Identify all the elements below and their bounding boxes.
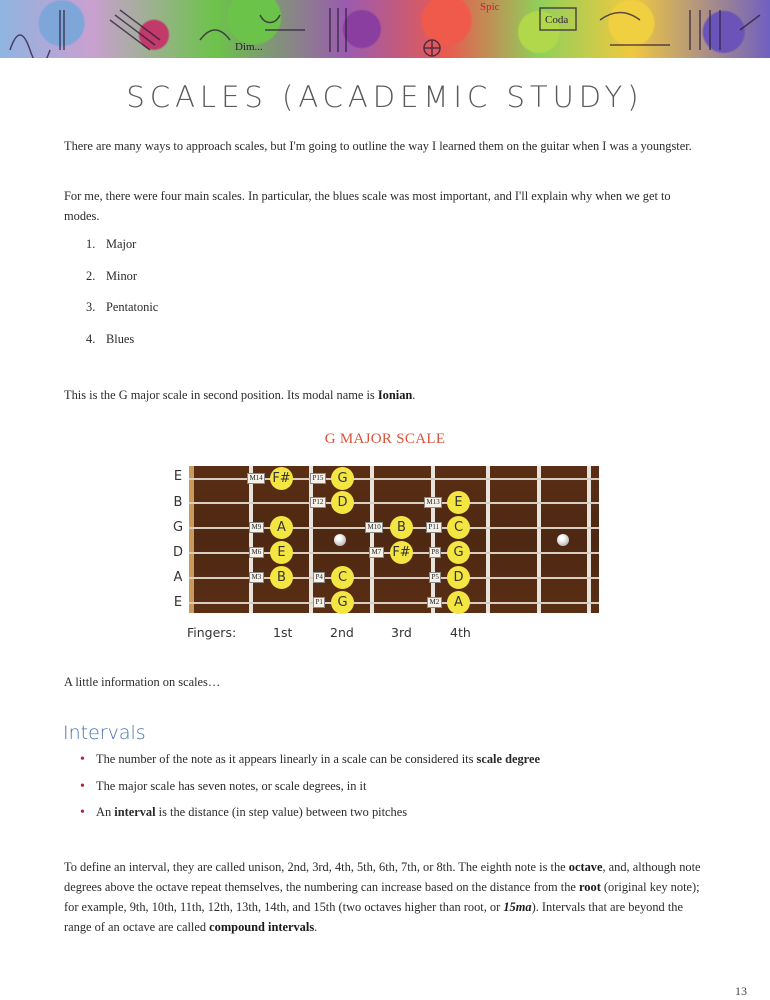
interval-bold: interval [114, 805, 156, 819]
note-marker: G [331, 467, 354, 490]
list-item [80, 749, 540, 776]
bullet-icon: • [80, 778, 85, 794]
list-label: Minor [106, 268, 137, 283]
note-marker: B [390, 516, 413, 539]
list-item [80, 802, 540, 829]
list-number: 4. [86, 332, 96, 347]
list-label: Blues [106, 332, 135, 347]
intervals-bullets [80, 749, 540, 829]
bullet-text-part: is the distance (in step value) between two pitches [155, 805, 408, 819]
intervals-paragraph [64, 857, 709, 937]
page-title: SCALES (ACADEMIC STUDY) [126, 80, 644, 114]
interval-tag: P8 [429, 547, 441, 558]
note-marker: B [270, 566, 293, 589]
list-label: Major [106, 237, 137, 251]
text-part: ). Intervals that are beyond the range of an octave are called [64, 900, 683, 934]
intro-paragraph-2: For me, there were four main scales. In particular, the blues scale was most important, and I'll explain why when we get to modes. [64, 189, 671, 223]
bullet-text-part: An [96, 805, 115, 819]
list-label: Pentatonic [106, 300, 159, 315]
interval-tag: M9 [249, 522, 264, 533]
g-major-intro-end: . [412, 388, 416, 402]
interval-tag: P11 [426, 522, 442, 533]
fret-line [309, 466, 313, 613]
note-marker: G [331, 591, 354, 614]
interval-tag: P1 [313, 597, 325, 608]
text-part: To define an interval, they are called unison, 2nd, 3rd, 4th, 5th, 6th, 7th, or 8th. The eighth note is the [64, 860, 569, 874]
string-label-d: D [172, 545, 183, 560]
banner-doodles-icon [0, 0, 770, 58]
note-marker: C [331, 566, 354, 589]
note-marker: D [331, 491, 354, 514]
page-number: 13 [735, 984, 747, 998]
compound-intervals-bold: compound intervals [209, 920, 315, 934]
list-item [80, 776, 540, 803]
note-marker: E [447, 491, 470, 514]
fret-line [587, 466, 591, 613]
interval-tag: M6 [249, 547, 264, 558]
string-label-b: B [173, 495, 183, 510]
svg-text:Coda: Coda [545, 14, 569, 26]
list-item [86, 234, 158, 266]
list-number: 1. [86, 237, 96, 251]
fret-inlay-dot-icon [334, 534, 346, 546]
list-item [86, 266, 158, 298]
interval-tag: P4 [313, 572, 325, 583]
interval-tag: P12 [310, 497, 326, 508]
fingers-label: Fingers: [187, 625, 237, 640]
fret-line [431, 466, 435, 613]
note-marker: G [447, 541, 470, 564]
15ma-bold-italic: 15ma [503, 900, 532, 914]
string-line [189, 602, 599, 604]
finger-3rd: 3rd [391, 625, 412, 640]
g-major-intro [64, 385, 704, 405]
svg-text:Spic: Spic [480, 1, 500, 13]
svg-text:Dim...: Dim... [235, 41, 263, 53]
ionian-bold: Ionian [377, 388, 413, 402]
root-bold: root [579, 880, 601, 894]
intervals-heading: Intervals [63, 722, 146, 744]
bullet-icon: • [80, 752, 85, 767]
decorative-banner-image [0, 0, 770, 58]
note-marker: F# [270, 467, 293, 490]
interval-tag: M13 [424, 497, 442, 508]
fret-inlay-dot-icon [557, 534, 569, 546]
scale-degree-bold: scale degree [476, 752, 540, 766]
bullet-icon: • [80, 805, 85, 820]
note-marker: F# [390, 541, 413, 564]
fret-line [370, 466, 374, 613]
string-label-a: A [173, 570, 183, 585]
info-line: A little information on scales… [64, 675, 221, 689]
string-line [189, 502, 599, 504]
string-label-high-e: E [173, 469, 183, 484]
scale-list [86, 234, 158, 361]
interval-tag: P5 [429, 572, 441, 583]
fret-line [486, 466, 490, 613]
nut [189, 466, 194, 613]
interval-tag: P15 [310, 473, 326, 484]
bullet-text [96, 802, 407, 822]
diagram-title: G MAJOR SCALE [324, 431, 446, 447]
g-major-intro-text: This is the G major scale in second position. Its modal name is [64, 388, 378, 402]
finger-4th: 4th [450, 625, 471, 640]
bullet-text: The major scale has seven notes, or scale degrees, in it [96, 778, 367, 793]
list-number: 3. [86, 300, 96, 315]
interval-tag: M10 [365, 522, 383, 533]
text-part: . [314, 920, 318, 934]
note-marker: A [447, 591, 470, 614]
string-label-low-e: E [173, 595, 183, 610]
fret-line [537, 466, 541, 613]
fret-line [249, 466, 253, 613]
interval-tag: M14 [247, 473, 265, 484]
finger-1st: 1st [273, 625, 293, 640]
bullet-text-part: The number of the note as it appears linearly in a scale can be considered its [96, 752, 477, 766]
note-marker: D [447, 566, 470, 589]
intro-paragraph-1: There are many ways to approach scales, but I'm going to outline the way I learned them on the guitar when I was a youngster. [64, 139, 692, 153]
text-part: , and, although note degrees above the octave repeat themselves, the numbering can increase based on the distance from the [64, 860, 701, 894]
list-item [86, 297, 158, 329]
note-marker: C [447, 516, 470, 539]
bullet-text [96, 749, 540, 769]
interval-tag: M2 [427, 597, 442, 608]
interval-tag: M3 [249, 572, 264, 583]
note-marker: A [270, 516, 293, 539]
list-number: 2. [86, 268, 96, 283]
text-part: (original key note); for example, 9th, 10th, 11th, 12th, 13th, 14th, and 15th (two octaves higher than root, or [64, 880, 700, 914]
list-item [86, 329, 158, 361]
note-marker: E [270, 541, 293, 564]
finger-2nd: 2nd [330, 625, 354, 640]
octave-bold: octave [568, 860, 603, 874]
interval-tag: M7 [369, 547, 384, 558]
string-label-g: G [172, 520, 184, 535]
